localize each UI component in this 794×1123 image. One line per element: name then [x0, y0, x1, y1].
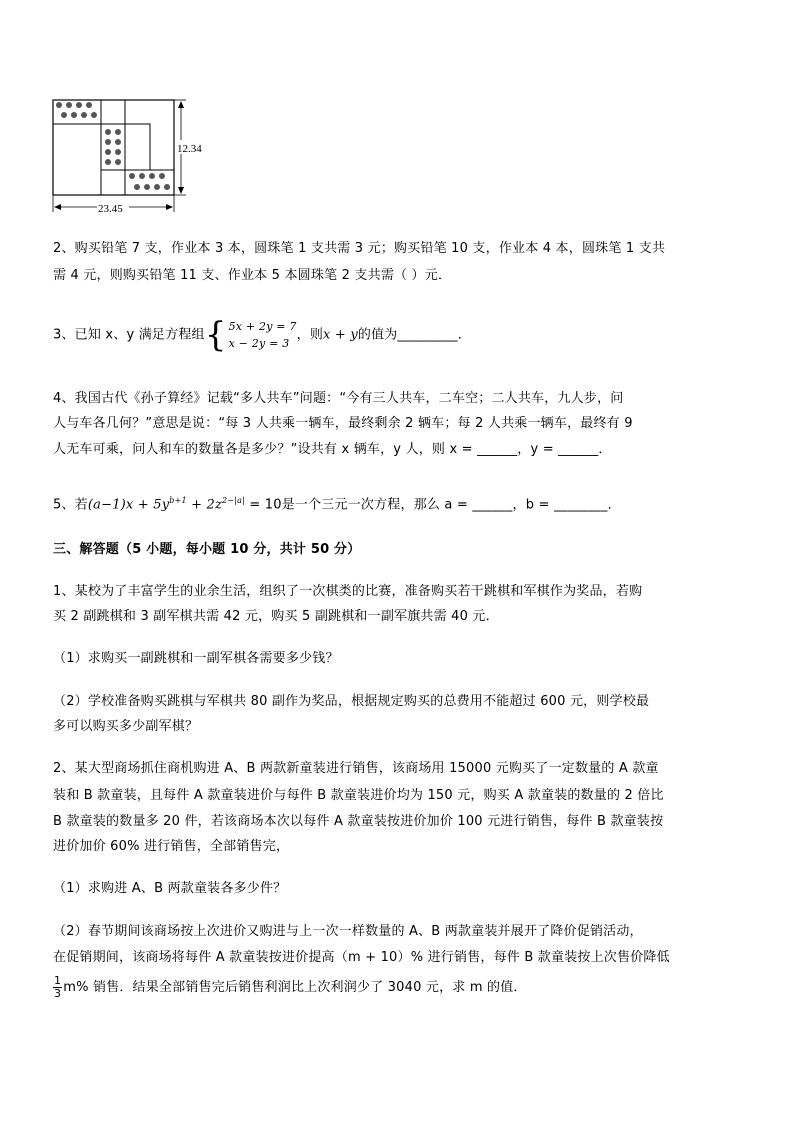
q5-exp1: b+1	[169, 496, 187, 505]
pattern-middle	[105, 129, 121, 165]
q5-line	[53, 488, 621, 517]
rectangle-figure	[0, 0, 794, 230]
s2-line1: 2、某大型商场抓住商机购进 A、B 两款新童装进行销售，该商场用 15000 元购买了一定数量的 A 款童	[53, 761, 659, 776]
s2-part1: （1）求购进 A、B 两款童装各多少件？	[53, 881, 287, 896]
q2-line2: 需 4 元，则购买铅笔 11 支、作业本 5 本圆珠笔 2 支共需（ ）元．	[53, 268, 452, 283]
q5-suffix: 是一个三元一次方程，那么 a = ______，b = ________．	[281, 497, 621, 513]
q3-prefix: 3、已知 x、y 满足方程组	[53, 327, 205, 343]
s2-line4: 进价加价 60% 进行销售，全部销售完，	[53, 839, 290, 854]
height-label: 12.34	[177, 143, 202, 155]
q4-line1: 4、我国古代《孙子算经》记载“多人共车”问题：“今有三人共车，二车空；二人共车，九人步，问	[53, 391, 624, 406]
s1-line2: 买 2 副跳棋和 3 副军棋共需 42 元，购买 5 副跳棋和一副军旗共需 40 元．	[53, 609, 499, 624]
square-middle	[101, 124, 125, 170]
s2-part2-line3-text: m% 销售．结果全部销售完后销售利润比上次利润少了 3040 元，求 m 的值．	[63, 980, 527, 995]
fraction-numerator: 1	[54, 974, 62, 987]
q5-prefix: 5、若	[53, 497, 88, 513]
pattern-top-left	[56, 102, 97, 118]
s2-part2-line1: （2）春节期间该商场按上次进价又购进与上一次一样数量的 A、B 两款童装并展开了降价促销活动，	[53, 924, 643, 939]
fraction-denominator: 3	[54, 987, 62, 1000]
s2-line2: 装和 B 款童装，且每件 A 款童装进价与每件 B 款童装进价均为 150 元，购买 A 款童装的数量的 2 倍比	[53, 788, 664, 803]
s1-part1: （1）求购买一副跳棋和一副军棋各需要多少钱？	[53, 651, 339, 666]
equation-system	[229, 318, 297, 352]
q3-suffix: 的值为_________．	[357, 327, 471, 343]
s2-line3: B 款童装的数量多 20 件，若该商场本次以每件 A 款童装按进价加价 100 元进行销售，每件 B 款童装按	[53, 814, 664, 829]
q5-equation: (a−1)x + 5y	[87, 497, 170, 513]
q2-line1: 2、购买铅笔 7 支，作业本 3 本，圆珠笔 1 支共需 3 元；购买铅笔 10 支，作业本 4 本，圆珠笔 1 支共	[53, 241, 666, 256]
equation-2: x − 2y = 3	[228, 337, 290, 350]
q5-exp2: 2−|a|	[222, 496, 245, 505]
pattern-bottom-right	[129, 173, 170, 190]
section-title: 三、解答题（5 小题，每小题 10 分，共计 50 分）	[53, 542, 361, 557]
q3-expression: x + y	[323, 327, 358, 343]
q5-mid: + 2z	[186, 497, 223, 513]
brace-symbol: {	[204, 315, 227, 355]
s2-part2-line2: 在促销期间，该商场将每件 A 款童装按进价提高（m + 10）% 进行销售，每件 B 款童装按上次售价降低	[53, 950, 670, 965]
s1-part2-line2: 多可以购买多少副军棋？	[53, 719, 199, 734]
equation-1: 5x + 2y = 7	[228, 320, 297, 333]
width-label: 23.45	[98, 203, 123, 215]
s1-line1: 1、某校为了丰富学生的业余生活，组织了一次棋类的比赛，准备购买若干跳棋和军棋作为奖品，若购	[53, 584, 643, 599]
s2-part2-line3	[53, 975, 527, 1000]
q4-line3: 人无车可乘，问人和车的数量各是多少？”设共有 x 辆车，y 人，则 x = ______，y = ______．	[53, 442, 612, 457]
s1-part2-line1: （2）学校准备购买跳棋与军棋共 80 副作为奖品，根据规定购买的总费用不能超过 600 元，则学校最	[53, 694, 650, 709]
q3-mid: ，则	[296, 327, 324, 343]
fraction	[53, 975, 62, 1000]
q3-line	[53, 315, 471, 355]
q5-eq: = 10	[245, 497, 282, 513]
q4-line2: 人与车各几何？”意思是说：“每 3 人共乘一辆车，最终剩余 2 辆车；每 2 人共乘一辆车，最终有 9	[53, 416, 633, 431]
